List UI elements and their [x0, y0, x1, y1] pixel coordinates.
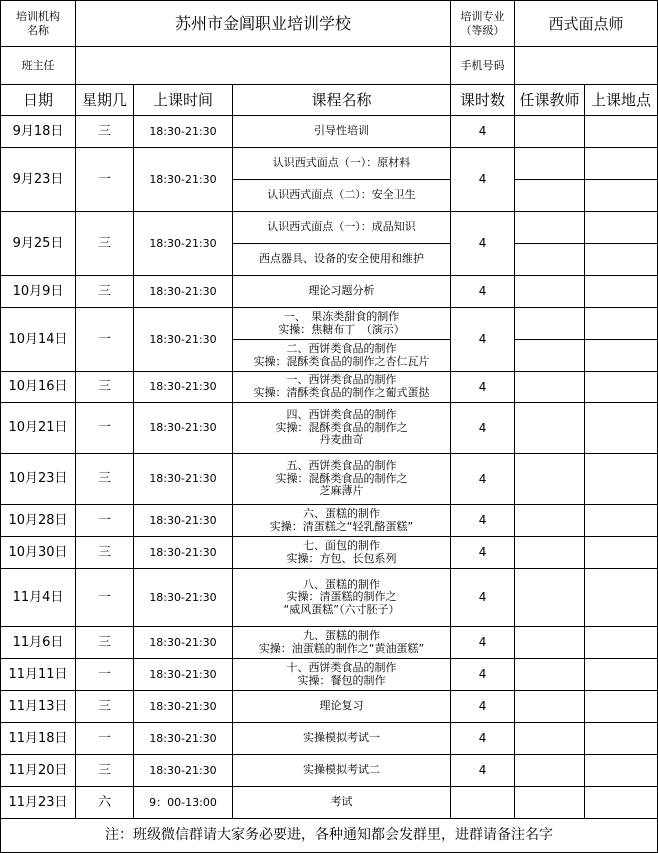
time-cell: 18:30-21:30	[134, 569, 233, 627]
teacher-cell	[515, 454, 585, 505]
course-cell	[233, 505, 451, 537]
teacher-cell	[515, 755, 585, 787]
location-cell	[585, 180, 658, 212]
col-header-date: 日期	[1, 85, 76, 116]
course-cell	[233, 569, 451, 627]
footer-row	[1, 819, 658, 853]
table-row	[1, 755, 658, 787]
hours-cell: 4	[451, 148, 515, 212]
location-cell	[585, 372, 658, 403]
teacher-cell	[515, 787, 585, 819]
course-cell	[233, 116, 451, 148]
weekday-cell: 一	[76, 505, 134, 537]
date-cell: 10月30日	[1, 537, 76, 569]
weekday-cell: 一	[76, 148, 134, 212]
hours-cell: 4	[451, 505, 515, 537]
course-line: 认识西式面点（一）：原材料	[272, 156, 411, 170]
course-cell	[233, 372, 451, 403]
course-line: 实操：焦糖布丁 （演示）	[278, 322, 405, 336]
time-cell: 18:30-21:30	[134, 723, 233, 755]
teacher-cell	[515, 659, 585, 691]
time-cell: 18:30-21:30	[134, 454, 233, 505]
date-cell: 10月21日	[1, 403, 76, 454]
course-cell	[233, 180, 451, 212]
date-cell: 11月20日	[1, 755, 76, 787]
course-cell	[233, 787, 451, 819]
location-cell	[585, 403, 658, 454]
hours-cell: 4	[451, 116, 515, 148]
major-value: 西式面点师	[515, 1, 658, 47]
hours-cell: 4	[451, 537, 515, 569]
location-cell	[585, 755, 658, 787]
hours-cell: 4	[451, 627, 515, 659]
col-header-course: 课程名称	[233, 85, 451, 116]
table-row	[1, 454, 658, 505]
weekday-cell: 三	[76, 116, 134, 148]
teacher-cell	[515, 180, 585, 212]
date-cell: 11月4日	[1, 569, 76, 627]
date-cell: 11月13日	[1, 691, 76, 723]
course-cell	[233, 403, 451, 454]
weekday-cell: 一	[76, 569, 134, 627]
course-line: 五、西饼类食品的制作	[286, 459, 397, 473]
teacher-cell	[515, 537, 585, 569]
location-cell	[585, 116, 658, 148]
major-label: 培训专业 （等级）	[451, 1, 515, 47]
weekday-cell: 六	[76, 787, 134, 819]
col-header-time: 上课时间	[134, 85, 233, 116]
teacher-cell	[515, 691, 585, 723]
date-cell: 11月11日	[1, 659, 76, 691]
location-cell	[585, 505, 658, 537]
teacher-cell	[515, 505, 585, 537]
location-cell	[585, 244, 658, 276]
col-header-hours: 课时数	[451, 85, 515, 116]
course-cell	[233, 276, 451, 308]
time-cell: 18:30-21:30	[134, 308, 233, 372]
table-row	[1, 659, 658, 691]
teacher-cell	[515, 627, 585, 659]
hours-cell	[451, 787, 515, 819]
col-header-location: 上课地点	[585, 85, 658, 116]
course-cell	[233, 212, 451, 244]
org-label: 培训机构 名称	[1, 1, 76, 47]
course-line: 实操：方包、长包系列	[286, 551, 397, 565]
course-line: 七、面包的制作	[303, 538, 380, 552]
location-cell	[585, 308, 658, 340]
time-cell: 18:30-21:30	[134, 537, 233, 569]
course-cell	[233, 627, 451, 659]
course-line: 六、蛋糕的制作	[303, 506, 380, 520]
time-cell: 18:30-21:30	[134, 505, 233, 537]
location-cell	[585, 148, 658, 180]
table-row	[1, 537, 658, 569]
date-cell: 10月16日	[1, 372, 76, 403]
table-row	[1, 212, 658, 244]
course-line: 考试	[330, 795, 353, 809]
course-line: 理论复习	[319, 699, 364, 713]
location-cell	[585, 787, 658, 819]
hours-cell: 4	[451, 755, 515, 787]
table-row	[1, 403, 658, 454]
course-line: 实操：混酥类食品的制作之杏仁瓦片	[253, 354, 430, 368]
location-cell	[585, 569, 658, 627]
course-line: 理论习题分析	[308, 284, 375, 298]
weekday-cell: 三	[76, 691, 134, 723]
date-cell: 9月23日	[1, 148, 76, 212]
course-line: 二、西饼类食品的制作	[286, 341, 397, 355]
hours-cell: 4	[451, 569, 515, 627]
time-cell: 9：00-13:00	[134, 787, 233, 819]
date-cell: 10月9日	[1, 276, 76, 308]
class-teacher-value	[76, 47, 451, 85]
weekday-cell: 三	[76, 212, 134, 276]
weekday-cell: 一	[76, 308, 134, 372]
hours-cell: 4	[451, 403, 515, 454]
table-row	[1, 723, 658, 755]
table-row	[1, 148, 658, 180]
weekday-cell: 三	[76, 755, 134, 787]
hours-cell: 4	[451, 659, 515, 691]
date-cell: 11月6日	[1, 627, 76, 659]
course-cell	[233, 723, 451, 755]
school-name: 苏州市金阊职业培训学校	[76, 1, 451, 47]
course-line: 十、西饼类食品的制作	[286, 660, 397, 674]
time-cell: 18:30-21:30	[134, 148, 233, 212]
table-row	[1, 116, 658, 148]
table-row	[1, 627, 658, 659]
weekday-cell: 一	[76, 403, 134, 454]
course-cell	[233, 244, 451, 276]
time-cell: 18:30-21:30	[134, 691, 233, 723]
location-cell	[585, 627, 658, 659]
location-cell	[585, 659, 658, 691]
date-cell: 9月25日	[1, 212, 76, 276]
weekday-cell: 一	[76, 723, 134, 755]
time-cell: 18:30-21:30	[134, 116, 233, 148]
course-line: 认识西式面点（一）：成品知识	[267, 220, 416, 234]
teacher-cell	[515, 723, 585, 755]
course-line: 认识西式面点（二）：安全卫生	[267, 188, 416, 202]
weekday-cell: 三	[76, 454, 134, 505]
date-cell: 10月23日	[1, 454, 76, 505]
course-line: 实操：混酥类食品的制作之	[275, 471, 408, 485]
weekday-cell: 三	[76, 372, 134, 403]
course-line: 一、 果冻类甜食的制作	[283, 309, 400, 323]
teacher-cell	[515, 276, 585, 308]
phone-value	[515, 47, 658, 85]
location-cell	[585, 212, 658, 244]
hours-cell: 4	[451, 372, 515, 403]
time-cell: 18:30-21:30	[134, 276, 233, 308]
table-row	[1, 691, 658, 723]
col-header-weekday: 星期几	[76, 85, 134, 116]
location-cell	[585, 723, 658, 755]
location-cell	[585, 537, 658, 569]
weekday-cell: 一	[76, 659, 134, 691]
course-cell	[233, 755, 451, 787]
course-line: 实操：清酥类食品的制作之葡式蛋挞	[253, 386, 430, 399]
location-cell	[585, 454, 658, 505]
course-line: 实操：清蛋糕之“轻乳酪蛋糕”	[269, 519, 414, 533]
course-line: 一、西饼类食品的制作	[286, 373, 397, 387]
table-row	[1, 787, 658, 819]
teacher-cell	[515, 244, 585, 276]
course-line: 实操：清蛋糕的制作之	[286, 590, 397, 604]
table-row	[1, 505, 658, 537]
course-cell	[233, 691, 451, 723]
date-cell: 9月18日	[1, 116, 76, 148]
teacher-cell	[515, 569, 585, 627]
course-line: 引导性培训	[314, 124, 369, 138]
teacher-cell	[515, 212, 585, 244]
hours-cell: 4	[451, 276, 515, 308]
location-cell	[585, 340, 658, 372]
header-row-org	[1, 1, 658, 47]
teacher-cell	[515, 403, 585, 454]
date-cell: 11月23日	[1, 787, 76, 819]
class-teacher-label: 班主任	[1, 47, 76, 85]
table-row	[1, 276, 658, 308]
course-cell	[233, 148, 451, 180]
header-row-teacher	[1, 47, 658, 85]
time-cell: 18:30-21:30	[134, 372, 233, 403]
column-header-row	[1, 85, 658, 116]
teacher-cell	[515, 340, 585, 372]
course-line: 实操：餐包的制作	[297, 673, 386, 687]
time-cell: 18:30-21:30	[134, 403, 233, 454]
time-cell: 18:30-21:30	[134, 755, 233, 787]
course-cell	[233, 659, 451, 691]
hours-cell: 4	[451, 454, 515, 505]
location-cell	[585, 691, 658, 723]
course-line: 九、蛋糕的制作	[303, 628, 380, 642]
course-cell	[233, 454, 451, 505]
hours-cell: 4	[451, 308, 515, 372]
course-cell	[233, 340, 451, 372]
course-line: 实操模拟考试一	[303, 731, 380, 745]
hours-cell: 4	[451, 212, 515, 276]
hours-cell: 4	[451, 723, 515, 755]
date-cell: 10月28日	[1, 505, 76, 537]
course-line: 八、蛋糕的制作	[303, 577, 380, 591]
time-cell: 18:30-21:30	[134, 659, 233, 691]
teacher-cell	[515, 148, 585, 180]
course-line: 实操：混酥类食品的制作之	[275, 420, 408, 434]
table-row	[1, 569, 658, 627]
phone-label: 手机号码	[451, 47, 515, 85]
time-cell: 18:30-21:30	[134, 627, 233, 659]
course-line: 四、西饼类食品的制作	[286, 408, 397, 422]
table-row	[1, 372, 658, 403]
footer-note: 注：班级微信群请大家务必要进，各种通知都会发群里，进群请备注名字	[1, 819, 658, 853]
course-line: “威风蛋糕”（六寸胚子）	[283, 602, 400, 616]
teacher-cell	[515, 116, 585, 148]
course-line: 实操：油蛋糕的制作之“黄油蛋糕”	[258, 641, 425, 655]
course-cell	[233, 537, 451, 569]
weekday-cell: 三	[76, 276, 134, 308]
weekday-cell: 三	[76, 537, 134, 569]
time-cell: 18:30-21:30	[134, 212, 233, 276]
course-line: 芝麻薄片	[319, 484, 364, 498]
course-cell	[233, 308, 451, 340]
hours-cell: 4	[451, 691, 515, 723]
location-cell	[585, 276, 658, 308]
col-header-teacher: 任课教师	[515, 85, 585, 116]
teacher-cell	[515, 308, 585, 340]
course-line: 西点器具、设备的安全使用和维护	[259, 252, 424, 266]
teacher-cell	[515, 372, 585, 403]
course-line: 实操模拟考试二	[303, 763, 380, 777]
course-line: 丹麦曲奇	[319, 433, 364, 447]
weekday-cell: 三	[76, 627, 134, 659]
date-cell: 10月14日	[1, 308, 76, 372]
date-cell: 11月18日	[1, 723, 76, 755]
table-row	[1, 308, 658, 340]
